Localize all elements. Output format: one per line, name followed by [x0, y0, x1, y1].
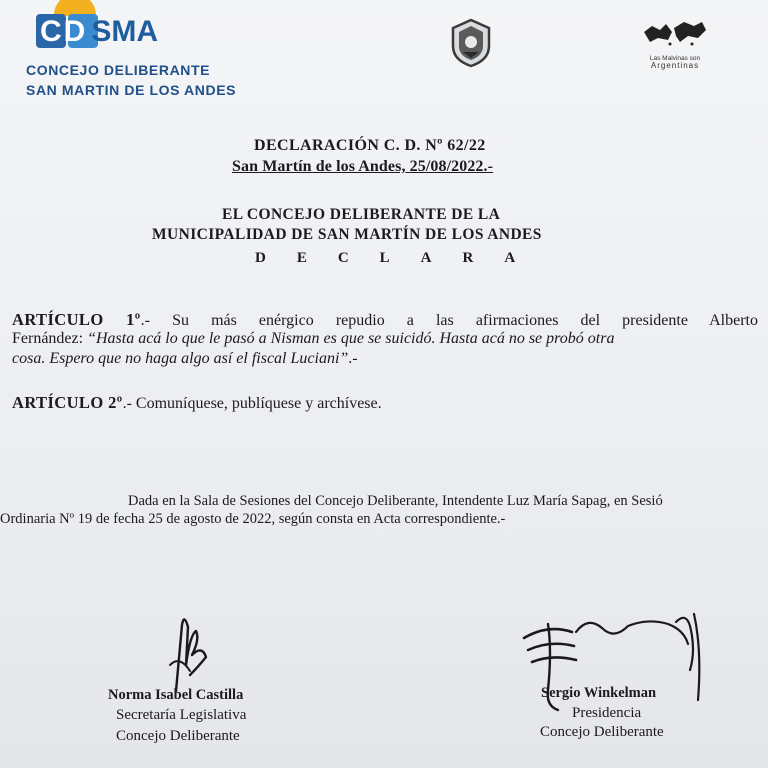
preamble-line-1: EL CONCEJO DELIBERANTE DE LA — [222, 206, 501, 223]
signature-left-name: Norma Isabel Castilla — [108, 687, 244, 703]
given-line-1: Dada en la Sala de Sesiones del Concejo Deliberante, Intendente Luz María Sapag, en Sesió — [128, 493, 663, 509]
article-1-quote-1: “Hasta acá lo que le pasó a Nisman es que se suicidó. Hasta acá no se probó otra — [87, 330, 615, 347]
malvinas-caption — [637, 55, 713, 69]
organization-name — [26, 60, 236, 100]
article-1-line-2 — [12, 329, 614, 349]
article-1-line-1 — [12, 310, 758, 331]
declaration-place-date: San Martín de los Andes, 25/08/2022.- — [232, 158, 494, 175]
article-1-line-3 — [12, 349, 358, 369]
malvinas-line-2: Argentinas — [650, 61, 700, 70]
signature-left-org: Concejo Deliberante — [116, 728, 240, 744]
article-1-quote-2: cosa. Espero que no haga algo así el fiscal Luciani” — [12, 350, 349, 367]
article-2 — [12, 393, 382, 414]
signature-right-scribble — [518, 610, 708, 720]
signature-right-org: Concejo Deliberante — [540, 724, 664, 740]
given-line-2: Ordinaria Nº 19 de fecha 25 de agosto de 2022, según consta en Acta correspondiente.- — [0, 511, 506, 527]
malvinas-line-1: Las Malvinas son — [649, 55, 701, 62]
declara-heading: DECLARA — [255, 250, 547, 266]
preamble-line-2: MUNICIPALIDAD DE SAN MARTÍN DE LOS ANDES — [152, 226, 542, 243]
signature-left-scribble — [160, 605, 220, 695]
article-2-label: ARTÍCULO 2º — [12, 393, 123, 412]
org-line-1: CONCEJO DELIBERANTE — [26, 62, 211, 78]
signature-right-name: Sergio Winkelman — [541, 685, 657, 701]
provincial-seal-icon — [449, 18, 493, 73]
declaration-title: DECLARACIÓN C. D. Nº 62/22 — [254, 137, 486, 154]
article-1-text-1: .- Su más enérgico repudio a las afirmaciones del presidente Alberto — [140, 312, 759, 329]
malvinas-islands-icon — [640, 18, 710, 48]
article-2-text: .- Comuníquese, publíquese y archívese. — [122, 395, 382, 412]
signature-left-role: Secretaría Legislativa — [116, 707, 247, 723]
article-1-label: ARTÍCULO 1º — [12, 310, 141, 329]
cdsma-logo — [36, 2, 176, 50]
signature-right-role: Presidencia — [572, 705, 642, 721]
logo-wordmark — [36, 16, 158, 48]
article-1-text-2: Fernández: — [12, 330, 88, 347]
logo-text-cd: CD — [40, 15, 88, 48]
article-1-end: .- — [348, 350, 358, 367]
logo-text-sma: SMA — [91, 15, 159, 48]
org-line-2: SAN MARTIN DE LOS ANDES — [26, 82, 237, 98]
malvinas-emblem — [637, 18, 713, 69]
